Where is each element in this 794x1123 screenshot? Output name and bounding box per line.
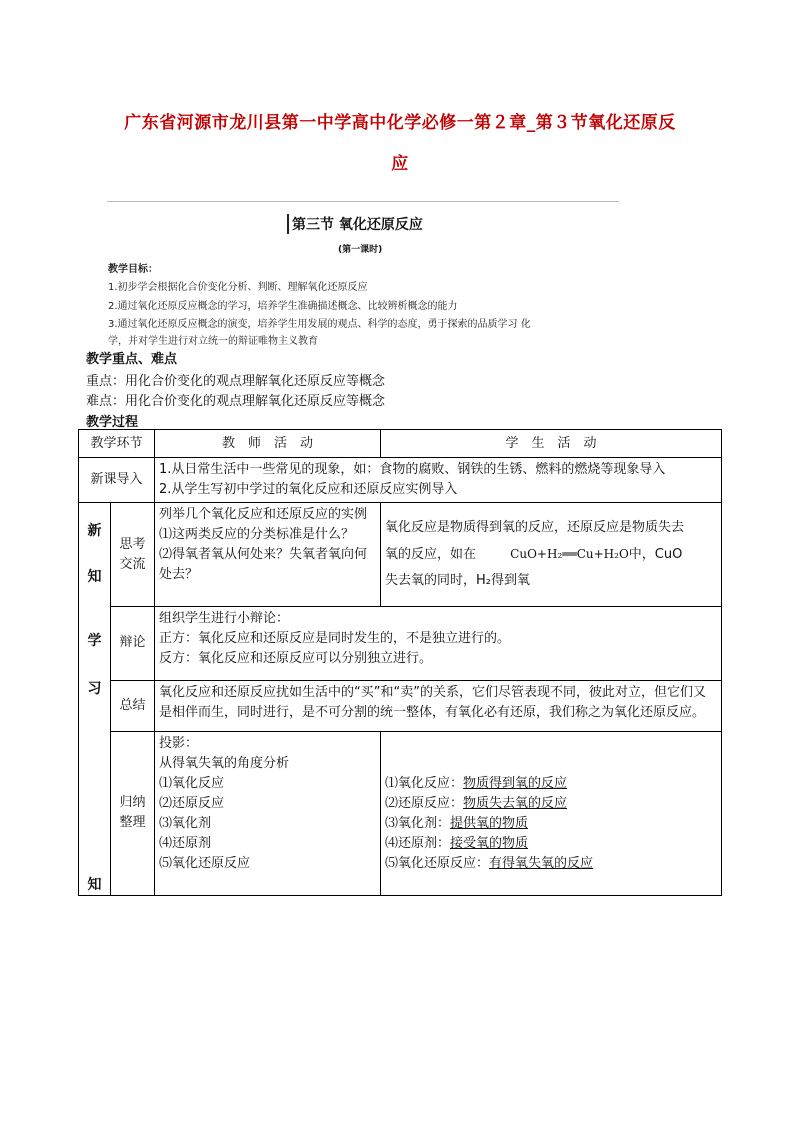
think-label: 思考交流 — [111, 503, 155, 607]
summary-text: 氧化反应和还原反应扰如生活中的“买”和“卖”的关系，它们尽管表现不同，彼此对立，但它们又是相伴而生，同时进行，是不可分割的统一整体，有氧化必有还原，我们称之为氧化还原反应。 — [155, 680, 722, 731]
induce-teacher-line: ⑸氧化还原反应 — [159, 855, 251, 871]
intro-line: 2.从学生写初中学过的氧化反应和还原反应实例导入 — [159, 482, 458, 497]
induce-student-cell — [381, 731, 722, 895]
induce-teacher-line: 从得氧失氧的角度分析 — [159, 755, 290, 771]
think-teacher-line: 列举几个氧化反应和还原反应的实例 — [159, 507, 368, 522]
side-char: 新 — [87, 523, 102, 539]
induce-prefix: ⑸氧化还原反应： — [385, 855, 490, 871]
think-student-text: 中，CuO — [628, 547, 683, 562]
induce-student-line — [385, 854, 717, 874]
think-student-text: 氧的反应，如在 — [385, 547, 477, 562]
induce-teacher-cell — [155, 731, 381, 895]
debate-label: 辩论 — [111, 607, 155, 681]
debate-line: 反方：氧化反应和还原反应可以分别独立进行。 — [159, 651, 433, 666]
side-char: 习 — [87, 681, 102, 697]
header-stage: 教学环节 — [79, 430, 155, 458]
think-teacher-line: ⑵得氧者氧从何处来？失氧者氧向何处去？ — [159, 547, 368, 582]
induce-answer: 有得氧失氧的反应 — [489, 855, 594, 871]
side-char: 学 — [87, 633, 102, 649]
induce-answer: 物质失去氧的反应 — [463, 795, 568, 811]
debate-cell — [155, 607, 722, 681]
think-student-line-2 — [385, 544, 717, 565]
summary-label: 总结 — [111, 680, 155, 731]
think-student-line: 氧化反应是物质得到氧的反应，还原反应是物质失去 — [385, 520, 685, 535]
header-teacher: 教 师 活 动 — [155, 430, 381, 458]
document-title-line-1: 广东省河源市龙川县第一中学高中化学必修一第２章_第３节氧化还原反 — [124, 113, 676, 133]
goal-item: 2.通过氧化还原反应概念的学习，培养学生准确描述概念、比较辨析概念的能力 — [108, 301, 458, 312]
think-teacher-cell — [155, 503, 381, 607]
induce-prefix: ⑵还原反应： — [385, 795, 464, 811]
induce-prefix: ⑶氧化剂： — [385, 815, 451, 831]
debate-line: 正方：氧化反应和还原反应是同时发生的，不是独立进行的。 — [159, 631, 511, 646]
divider — [107, 201, 619, 202]
induce-prefix: ⑴氧化反应： — [385, 775, 464, 791]
induce-prefix: ⑷还原剂： — [385, 835, 451, 851]
induce-answer: 提供氧的物质 — [450, 815, 529, 831]
section-title: 第三节 氧化还原反应 — [287, 214, 423, 234]
induce-answer: 接受氧的物质 — [450, 835, 529, 851]
process-heading: 教学过程 — [86, 415, 139, 430]
intro-line: 1.从日常生活中一些常见的现象，如：食物的腐败、钢铁的生锈、燃料的燃烧等现象导入 — [159, 462, 666, 477]
goal-item: 3.通过氧化还原反应概念的演变，培养学生用发展的观点、科学的态度，勇于探索的品质学习 化 — [108, 319, 531, 330]
goal-item: 1.初步学会根据化合价变化分析、判断、理解氧化还原反应 — [108, 282, 368, 293]
debate-line: 组织学生进行小辩论： — [159, 611, 290, 626]
think-student-line: 失去氧的同时，H₂得到氧 — [385, 573, 531, 588]
think-student-cell — [381, 503, 722, 607]
induce-student-line — [385, 814, 717, 834]
intro-label: 新课导入 — [79, 458, 155, 503]
goal-item: 学，并对学生进行对立统一的辩证唯物主义教育 — [108, 336, 318, 347]
side-char: 知 — [87, 569, 102, 585]
intro-cell — [155, 458, 722, 503]
induce-teacher-line: ⑵还原反应 — [159, 795, 225, 811]
key-heading: 教学重点、难点 — [86, 352, 178, 367]
think-teacher-line: ⑴这两类反应的分类标准是什么？ — [159, 527, 355, 542]
induce-teacher-line: 投影： — [159, 735, 199, 751]
document-title-line-2: 应 — [391, 154, 409, 174]
induce-student-line — [385, 794, 717, 814]
induce-student-line — [385, 834, 717, 854]
key-point: 重点：用化合价变化的观点理解氧化还原反应等概念 — [86, 374, 386, 389]
side-char: 知 — [87, 877, 102, 893]
header-student: 学 生 活 动 — [381, 430, 722, 458]
difficult-point: 难点：用化合价变化的观点理解氧化还原反应等概念 — [86, 394, 386, 409]
induce-teacher-line: ⑷还原剂 — [159, 835, 212, 851]
induce-teacher-line: ⑴氧化反应 — [159, 775, 225, 791]
chemical-equation: CuO+H₂══Cu+H₂O — [510, 547, 629, 561]
goals-heading: 教学目标： — [108, 264, 158, 275]
induce-label: 归纳整理 — [111, 731, 155, 895]
new-knowledge-column — [79, 503, 111, 896]
induce-student-line — [385, 774, 717, 794]
section-subtitle: (第一课时) — [338, 245, 383, 255]
induce-teacher-line: ⑶氧化剂 — [159, 815, 212, 831]
induce-answer: 物质得到氧的反应 — [463, 775, 568, 791]
process-table — [78, 429, 722, 896]
induce-spacer — [385, 734, 717, 774]
